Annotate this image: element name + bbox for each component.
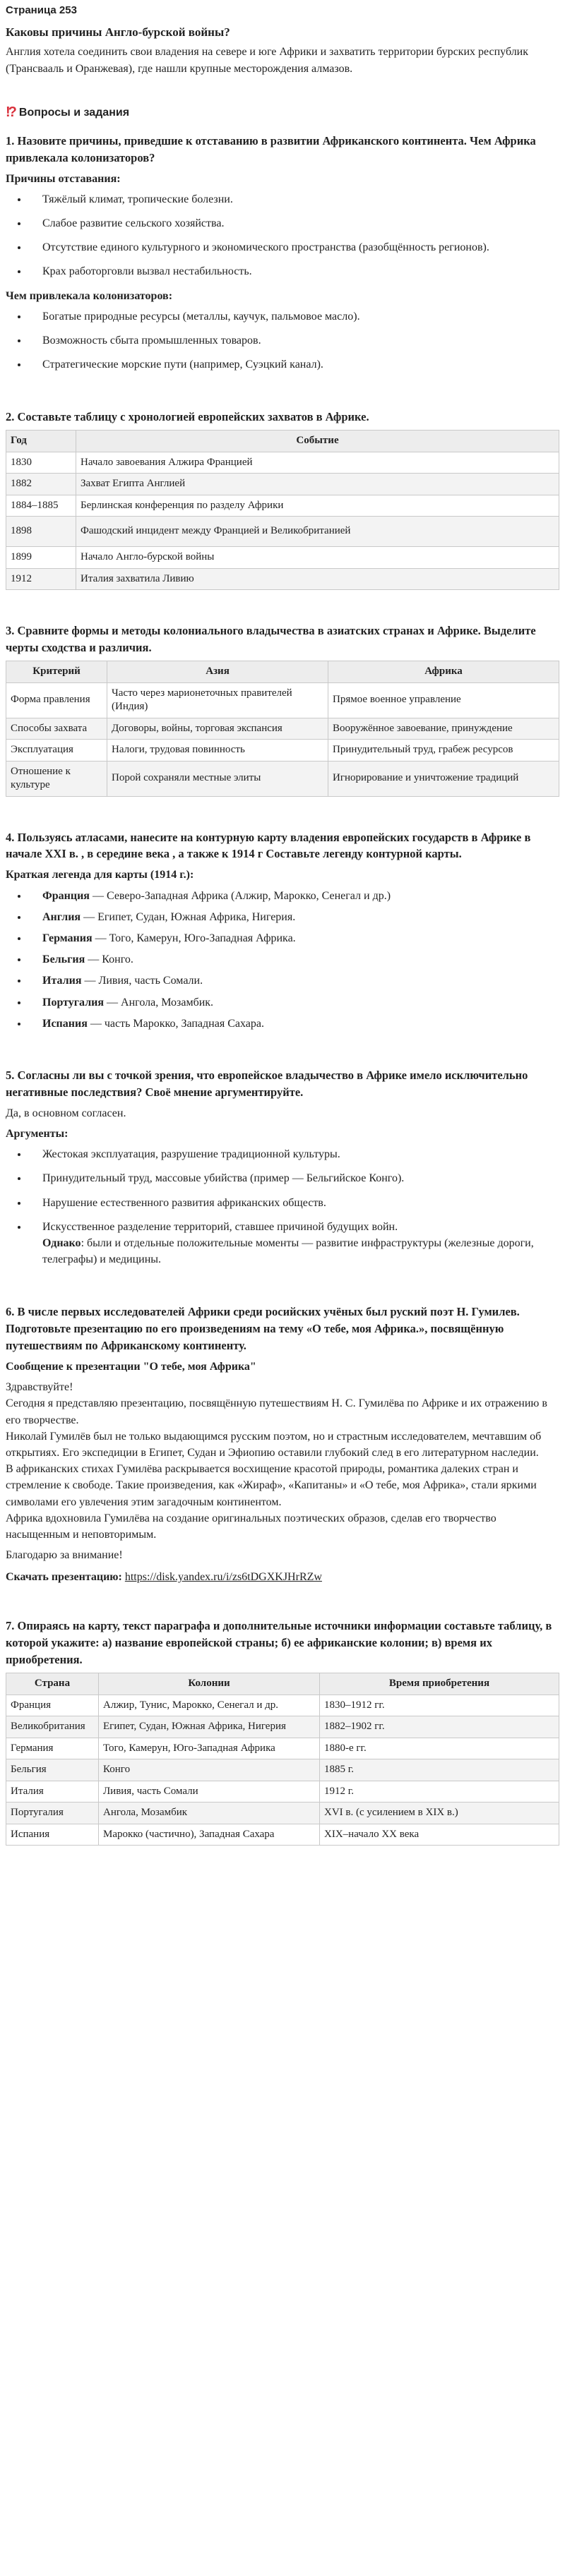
- table-cell: Египет, Судан, Южная Африка, Нигерия: [99, 1716, 320, 1738]
- country-name: Португалия: [42, 996, 105, 1009]
- table-header: Время приобретения: [320, 1673, 559, 1695]
- table-cell: 1899: [6, 547, 76, 569]
- country-name: Испания: [42, 1017, 88, 1030]
- table-row: [6, 718, 559, 740]
- question-3: 3. Сравните формы и методы колониального владычества в азиатских странах и Африке. Выделите черты сходства и различия.: [6, 624, 536, 655]
- table-cell: Налоги, трудовая повинность: [107, 740, 328, 762]
- legend-title: Краткая легенда для карты (1914 г.):: [6, 869, 194, 881]
- question-5: 5. Согласны ли вы с точкой зрения, что европейское владычество в Африке имело исключительно негативные последствия? Своё мнение аргументируйте.: [6, 1068, 528, 1099]
- table-cell: 1882: [6, 474, 76, 495]
- table-cell: Начало завоевания Алжира Францией: [76, 452, 559, 474]
- list-item: • Жестокая эксплуатация, разрушение традиционной культуры.: [28, 1146, 559, 1162]
- table-row: [6, 740, 559, 762]
- table-cell: Способы захвата: [6, 718, 107, 740]
- argument-text: Искусственное разделение территорий, ставшее причиной будущих войн.: [42, 1220, 398, 1233]
- arguments-list: [6, 1146, 559, 1268]
- comparison-table: [6, 661, 559, 797]
- list-item: [28, 1219, 559, 1268]
- question-7: 7. Опираясь на карту, текст параграфа и дополнительные источники информации составьте таблицу, в которой укажите: а) название европейской страны; б) ее африканские колонии; в) время их приобретения.: [6, 1619, 552, 1667]
- table-cell: Берлинская конференция по разделу Африки: [76, 495, 559, 517]
- however-label: Однако: [42, 1236, 81, 1249]
- list-item: [28, 973, 559, 989]
- table-cell: Прямое военное управление: [328, 682, 559, 718]
- table-cell: 1885 г.: [320, 1759, 559, 1781]
- country-name: Германия: [42, 932, 93, 944]
- question-1: 1. Назовите причины, приведшие к отставанию в развитии Африканского континента. Чем Африка привлекала колонизаторов?: [6, 133, 536, 164]
- list-item: • Тяжёлый климат, тропические болезни.: [28, 191, 559, 207]
- list-item: • Богатые природные ресурсы (металлы, каучук, пальмовое масло).: [28, 308, 559, 325]
- list-item: • Крах работорговли вызвал нестабильность.: [28, 263, 559, 279]
- table-row: [6, 568, 559, 590]
- list-item: [28, 888, 559, 904]
- country-name: Бельгия: [42, 953, 85, 966]
- table-cell: XIX–начало XX века: [320, 1824, 559, 1846]
- table-row: [6, 1695, 559, 1716]
- table-header: Африка: [328, 661, 559, 683]
- table-row: [6, 1781, 559, 1802]
- table-cell: Принудительный труд, грабеж ресурсов: [328, 740, 559, 762]
- table-cell: Эксплуатация: [6, 740, 107, 762]
- table-cell: 1880-е гг.: [320, 1738, 559, 1759]
- table-row: [6, 452, 559, 474]
- paragraph: Здравствуйте!: [6, 1381, 73, 1394]
- causes-list: [6, 191, 559, 280]
- list-item: • Принудительный труд, массовые убийства (пример — Бельгийское Конго).: [28, 1170, 559, 1186]
- table-cell: Марокко (частично), Западная Сахара: [99, 1824, 320, 1846]
- list-item: [28, 951, 559, 968]
- table-header: Событие: [76, 431, 559, 452]
- table-row: [6, 1802, 559, 1824]
- table-cell: Франция: [6, 1695, 99, 1716]
- paragraph: В африканских стихах Гумилёва раскрывается восхищение красотой природы, романтика далеких стран и стремление к свободе. Такие произведения, как «Жираф», «Капитаны» и «О тебе, моя Африка», стали яркими символами его увлечения этим загадочным континентом.: [6, 1463, 537, 1508]
- table-cell: Ливия, часть Сомали: [99, 1781, 320, 1802]
- list-item: • Отсутствие единого культурного и экономического пространства (разобщённость регионов).: [28, 239, 559, 255]
- table-row: [6, 547, 559, 569]
- table-cell: Игнорирование и уничтожение традиций: [328, 761, 559, 796]
- table-cell: Конго: [99, 1759, 320, 1781]
- list-item: • Возможность сбыта промышленных товаров.: [28, 332, 559, 349]
- however-text: : были и отдельные положительные моменты — развитие инфраструктуры (железные дороги, телеграфы) и медицины.: [42, 1236, 534, 1266]
- country-colonies: — Конго.: [85, 953, 133, 966]
- table-cell: Великобритания: [6, 1716, 99, 1738]
- paragraph: Благодарю за внимание!: [6, 1549, 123, 1562]
- table-header: Критерий: [6, 661, 107, 683]
- table-cell: 1882–1902 гг.: [320, 1716, 559, 1738]
- table-cell: Отношение к культуре: [6, 761, 107, 796]
- table-cell: 1898: [6, 517, 76, 547]
- table-cell: 1912: [6, 568, 76, 590]
- list-item: • Слабое развитие сельского хозяйства.: [28, 215, 559, 231]
- paragraph: Николай Гумилёв был не только выдающимся русским поэтом, но и страстным исследователем, мечтавшим об открытиях. Его экспедиции в Египет, Судан и Эфиопию оставили глубокий след в его литературном наследии.: [6, 1430, 542, 1459]
- section-header: [6, 102, 559, 123]
- list-item: [28, 1016, 559, 1032]
- table-cell: Начало Англо-бурской войны: [76, 547, 559, 569]
- table-cell: Германия: [6, 1738, 99, 1759]
- country-colonies: — Ливия, часть Сомали.: [81, 975, 203, 987]
- paragraph: Сегодня я представляю презентацию, посвящённую путешествиям Н. С. Гумилёва по Африке и их отражению в его творчестве.: [6, 1397, 547, 1426]
- country-name: Англия: [42, 910, 81, 923]
- table-cell: 1830: [6, 452, 76, 474]
- table-cell: 1884–1885: [6, 495, 76, 517]
- table-cell: Бельгия: [6, 1759, 99, 1781]
- table-header: Колонии: [99, 1673, 320, 1695]
- question-6: 6. В числе первых исследователей Африки среди росийских учёных был руский поэт Н. Гумилев. Подготовьте презентацию по его произведениям на тему «О тебе, моя Африка.», посвящённую путешествиям по Африканскому континенту.: [6, 1305, 520, 1353]
- table-cell: 1912 г.: [320, 1781, 559, 1802]
- table-header: Страна: [6, 1673, 99, 1695]
- page-number: Страница 253: [6, 4, 77, 16]
- colonies-table: [6, 1673, 559, 1846]
- answer-text: Да, в основном согласен.: [6, 1107, 126, 1119]
- message-title: Сообщение к презентации "О тебе, моя Африка": [6, 1361, 256, 1373]
- section-title: Вопросы и задания: [18, 106, 130, 119]
- country-colonies: — Северо-Западная Африка (Алжир, Марокко, Сенегал и др.): [89, 889, 391, 902]
- attract-title: Чем привлекала колонизаторов:: [6, 289, 173, 302]
- table-row: [6, 517, 559, 547]
- table-cell: XVI в. (с усилением в XIX в.): [320, 1802, 559, 1824]
- table-cell: Италия: [6, 1781, 99, 1802]
- table-row: [6, 474, 559, 495]
- country-colonies: — Ангола, Мозамбик.: [104, 996, 214, 1009]
- country-name: Италия: [42, 975, 82, 987]
- table-cell: Захват Египта Англией: [76, 474, 559, 495]
- table-row: [6, 1738, 559, 1759]
- download-line: [6, 1569, 559, 1585]
- table-header: Год: [6, 431, 76, 452]
- table-row: [6, 495, 559, 517]
- country-colonies: — Египет, Судан, Южная Африка, Нигерия.: [81, 910, 296, 923]
- table-cell: Алжир, Тунис, Марокко, Сенегал и др.: [99, 1695, 320, 1716]
- double-exclamation-question-icon: !?: [6, 104, 15, 120]
- table-cell: Португалия: [6, 1802, 99, 1824]
- table-cell: Италия захватила Ливию: [76, 568, 559, 590]
- country-colonies: — часть Марокко, Западная Сахара.: [87, 1017, 264, 1030]
- presentation-text: [6, 1379, 559, 1563]
- question-2: 2. Составьте таблицу с хронологией европейских захватов в Африке.: [6, 410, 369, 424]
- list-item: [28, 994, 559, 1011]
- list-item: • Стратегические морские пути (например, Суэцкий канал).: [28, 356, 559, 373]
- table-cell: Вооружённое завоевание, принуждение: [328, 718, 559, 740]
- country-name: Франция: [42, 889, 90, 902]
- table-cell: Порой сохраняли местные элиты: [107, 761, 328, 796]
- attract-list: [6, 308, 559, 373]
- intro-title: Каковы причины Англо-бурской войны?: [6, 25, 230, 39]
- table-cell: Испания: [6, 1824, 99, 1846]
- table-header: Азия: [107, 661, 328, 683]
- table-row: [6, 1824, 559, 1846]
- paragraph: Африка вдохновила Гумилёва на создание оригинальных поэтических образов, сделав его творчество насыщенным и неповторимым.: [6, 1512, 496, 1541]
- download-label: Скачать презентацию:: [6, 1571, 122, 1584]
- question-4: 4. Пользуясь атласами, нанесите на контурную карту владения европейских государств в Африке в начале XXI в. , в середине века , а также к 1914 г Составьте легенду контурной карты.: [6, 830, 531, 861]
- table-cell: Договоры, войны, торговая экспансия: [107, 718, 328, 740]
- download-link[interactable]: https://disk.yandex.ru/i/zs6tDGXKJHrRZw: [124, 1571, 322, 1584]
- table-cell: 1830–1912 гг.: [320, 1695, 559, 1716]
- table-row: [6, 1759, 559, 1781]
- arguments-title: Аргументы:: [6, 1127, 69, 1140]
- table-cell: Часто через марионеточных правителей (Индия): [107, 682, 328, 718]
- table-row: [6, 682, 559, 718]
- table-cell: Фашодский инцидент между Францией и Великобританией: [76, 517, 559, 547]
- table-cell: Ангола, Мозамбик: [99, 1802, 320, 1824]
- chronology-table: [6, 430, 559, 590]
- causes-title: Причины отставания:: [6, 172, 121, 185]
- legend-list: [6, 888, 559, 1032]
- list-item: • Нарушение естественного развития африканских обществ.: [28, 1195, 559, 1211]
- table-row: [6, 1716, 559, 1738]
- list-item: [28, 909, 559, 925]
- list-item: [28, 930, 559, 946]
- table-cell: Форма правления: [6, 682, 107, 718]
- country-colonies: — Того, Камерун, Юго-Западная Африка.: [92, 932, 296, 944]
- table-cell: Того, Камерун, Юго-Западная Африка: [99, 1738, 320, 1759]
- intro-text: Англия хотела соединить свои владения на севере и юге Африки и захватить территории бурских республик (Трансвааль и Оранжевая), где нашли крупные месторождения алмазов.: [6, 46, 529, 75]
- table-row: [6, 761, 559, 796]
